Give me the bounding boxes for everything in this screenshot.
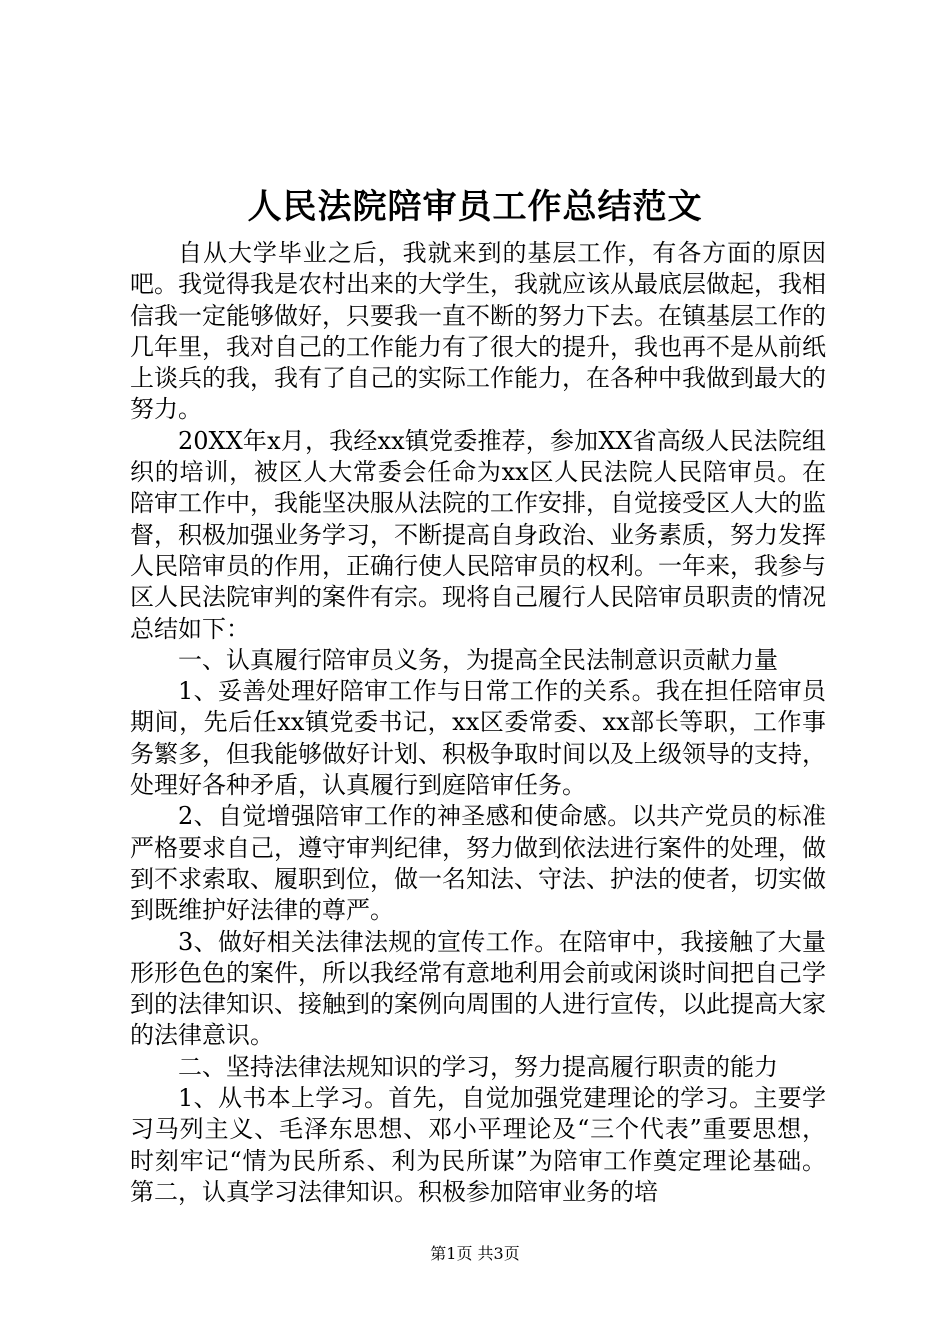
paragraph-item-1-1: 1、妥善处理好陪审工作与日常工作的关系。我在担任陪审员期间，先后任xx镇党委书记，xx区委常委、xx部长等职，工作事务繁多，但我能够做好计划、积极争取时间以及上级领导的支持，处理好各种矛盾，认真履行到庭陪审任务。 (130, 677, 826, 800)
document-title: 人民法院陪审员工作总结范文 (247, 187, 703, 227)
page-footer: 第1页 共3页 (430, 1244, 520, 1263)
section-heading-1: 一、认真履行陪审员义务，为提高全民法制意识贡献力量 (178, 645, 778, 674)
paragraph-item-2-1: 1、从书本上学习。首先，自觉加强党建理论的学习。主要学习马列主义、毛泽东思想、邓小平理论及“三个代表”重要思想，时刻牢记“情为民所系、利为民所谋”为陪审工作奠定理论基础。第二，认真学习法律知识。积极参加陪审业务的培 (130, 1084, 826, 1206)
document-body (130, 238, 826, 1208)
paragraph-item-1-3: 3、做好相关法律法规的宣传工作。在陪审中，我接触了大量形形色色的案件，所以我经常有意地利用会前或闲谈时间把自己学到的法律知识、接触到的案例向周围的人进行宣传，以此提高大家的法律意识。 (130, 927, 826, 1050)
section-heading-2: 二、坚持法律法规知识的学习，努力提高履行职责的能力 (178, 1052, 778, 1081)
paragraph-intro: 自从大学毕业之后，我就来到的基层工作，有各方面的原因吧。我觉得我是农村出来的大学生，我就应该从最底层做起，我相信我一定能够做好，只要我一直不断的努力下去。在镇基层工作的几年里，我对自己的工作能力有了很大的提升，我也再不是从前纸上谈兵的我，我有了自己的实际工作能力，在各种中我做到最大的努力。 (130, 239, 826, 424)
paragraph-appointment: 20XX年x月，我经xx镇党委推荐，参加XX省高级人民法院组织的培训，被区人大常委会任命为xx区人民法院人民陪审员。在陪审工作中，我能坚决服从法院的工作安排，自觉接受区人大的监督，积极加强业务学习，不断提高自身政治、业务素质，努力发挥人民陪审员的作用，正确行使人民陪审员的权利。一年来，我参与区人民法院审判的案件有宗。现将自己履行人民陪审员职责的情况总结如下： (130, 426, 826, 643)
paragraph-item-1-2: 2、自觉增强陪审工作的神圣感和使命感。以共产党员的标准严格要求自己，遵守审判纪律，努力做到依法进行案件的处理，做到不求索取、履职到位，做一名知法、守法、护法的使者，切实做到既维护好法律的尊严。 (130, 802, 826, 925)
